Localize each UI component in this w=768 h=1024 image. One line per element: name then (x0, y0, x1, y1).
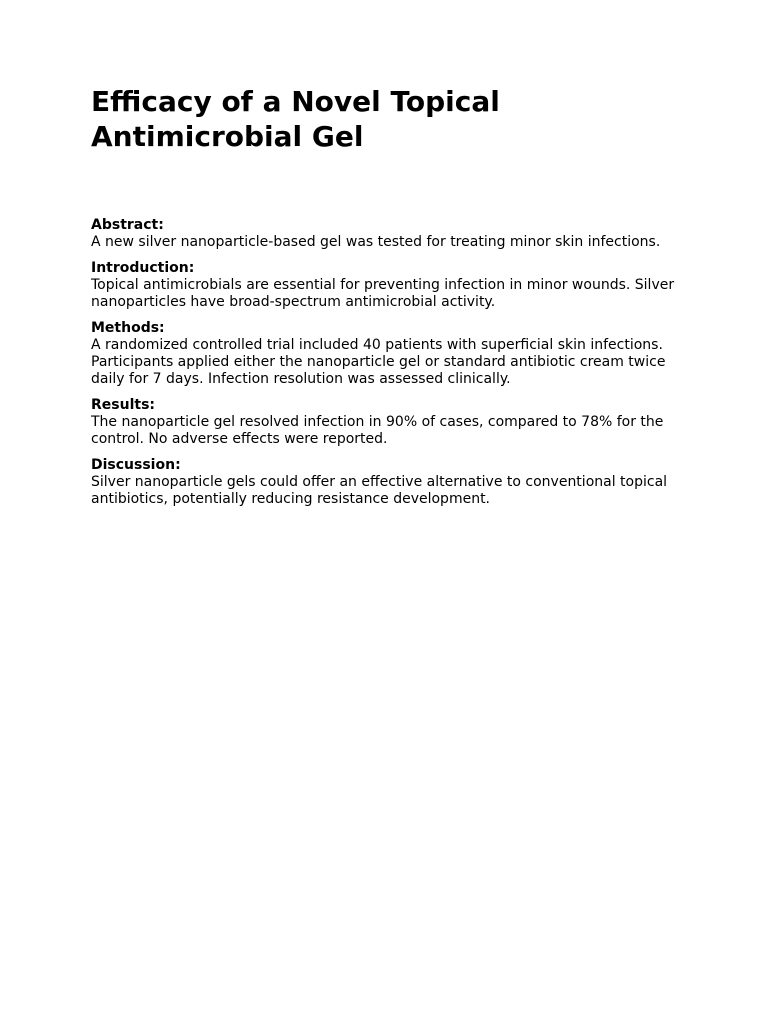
paper-sections (91, 217, 691, 517)
section-text-results: The nanoparticle gel resolved infection in 90% of cases, compared to 78% for the control. No adverse effects were reported. (91, 414, 664, 447)
section-introduction (91, 260, 691, 311)
section-text-discussion: Silver nanoparticle gels could offer an effective alternative to conventional topical antibiotics, potentially reducing resistance development. (91, 474, 668, 507)
section-heading-introduction: Introduction: (91, 260, 195, 276)
section-abstract (91, 217, 691, 251)
section-text-introduction: Topical antimicrobials are essential for preventing infection in minor wounds. Silver nanoparticles have broad-spectrum antimicrobial activity. (91, 277, 675, 310)
section-results (91, 397, 691, 448)
section-methods (91, 320, 691, 388)
section-text-methods: A randomized controlled trial included 40 patients with superficial skin infections. Participants applied either the nanoparticle gel or standard antibiotic cream twice daily for 7 days. Infection resolution was assessed clinically. (91, 337, 666, 387)
section-text-abstract: A new silver nanoparticle-based gel was tested for treating minor skin infections. (91, 234, 661, 250)
section-discussion (91, 457, 691, 508)
paper-title: Efficacy of a Novel Topical Antimicrobial Gel (91, 85, 500, 153)
section-heading-methods: Methods: (91, 320, 165, 336)
section-heading-discussion: Discussion: (91, 457, 181, 473)
section-heading-results: Results: (91, 397, 155, 413)
section-heading-abstract: Abstract: (91, 217, 164, 233)
